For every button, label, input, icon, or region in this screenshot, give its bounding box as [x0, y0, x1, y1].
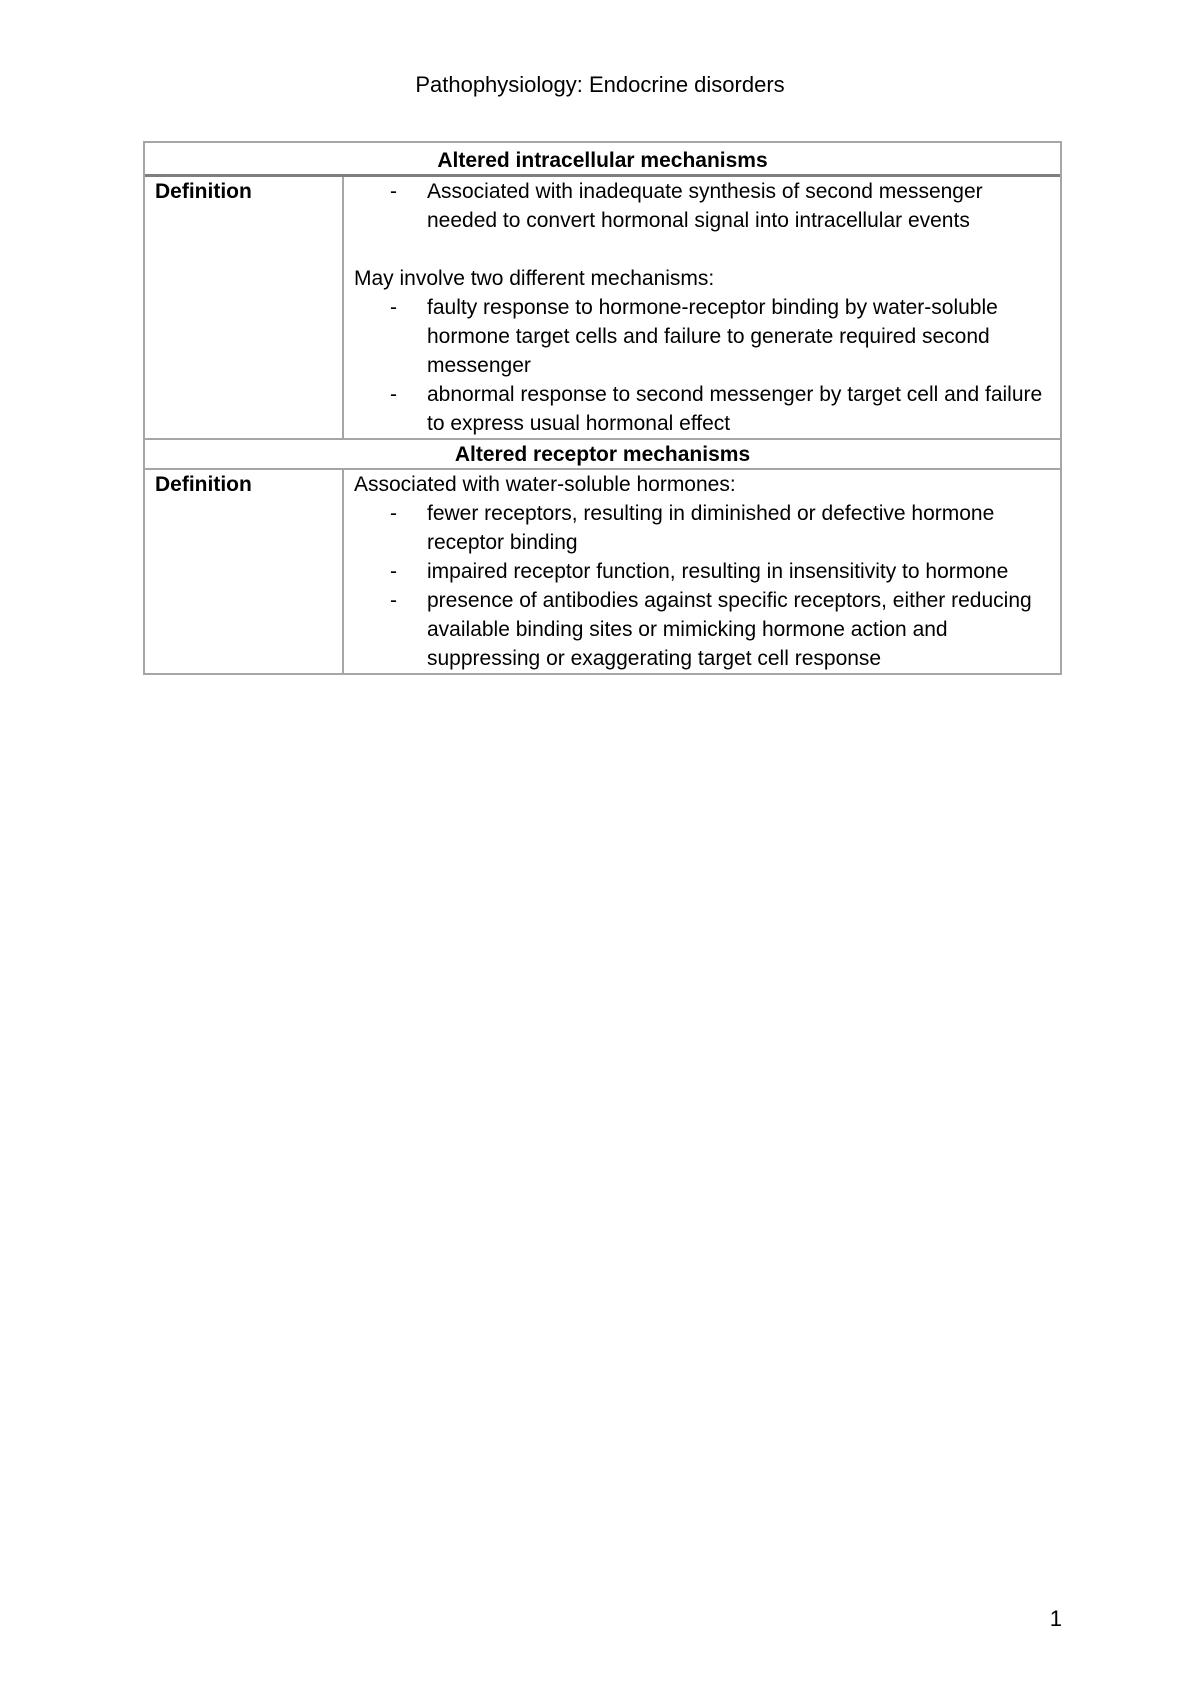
dash-bullet: - [390, 560, 397, 583]
list-item [354, 499, 1052, 557]
list-item-text: impaired receptor function, resulting in insensitivity to hormone [427, 560, 1009, 583]
dash-bullet: - [390, 383, 397, 406]
list-item [354, 586, 1052, 673]
list-item [354, 380, 1052, 438]
page-number: 1 [1049, 1606, 1062, 1631]
page-title: Pathophysiology: Endocrine disorders [415, 72, 785, 97]
list-item-text: Associated with inadequate synthesis of second messenger needed to convert hormonal signal into intracellular events [427, 180, 983, 232]
list-item [354, 293, 1052, 380]
section-heading-receptor: Altered receptor mechanisms [145, 438, 1060, 470]
intro-text: May involve two different mechanisms: [354, 267, 715, 290]
list-item [354, 557, 1052, 586]
row-label: Definition [145, 177, 344, 438]
section-heading-intracellular: Altered intracellular mechanisms [145, 143, 1060, 177]
dash-bullet: - [390, 589, 397, 612]
row-content [344, 470, 1060, 673]
list-item [354, 177, 1052, 235]
list-item-text: fewer receptors, resulting in diminished or defective hormone receptor binding [427, 502, 995, 554]
list-item-text: presence of antibodies against specific receptors, either reducing available binding sites or mimicking hormone action and suppressing or exaggerating target cell response [427, 589, 1032, 670]
dash-bullet: - [390, 502, 397, 525]
list-item-text: faulty response to hormone-receptor binding by water-soluble hormone target cells and failure to generate required second messenger [427, 296, 998, 377]
intro-text: Associated with water-soluble hormones: [354, 473, 736, 496]
table-row [145, 177, 1060, 438]
list-item-text: abnormal response to second messenger by target cell and failure to express usual hormonal effect [427, 383, 1043, 435]
table-row [145, 470, 1060, 673]
dash-bullet: - [390, 180, 397, 203]
definitions-table [143, 141, 1062, 675]
dash-bullet: - [390, 296, 397, 319]
row-content [344, 177, 1060, 438]
row-label: Definition [145, 470, 344, 673]
